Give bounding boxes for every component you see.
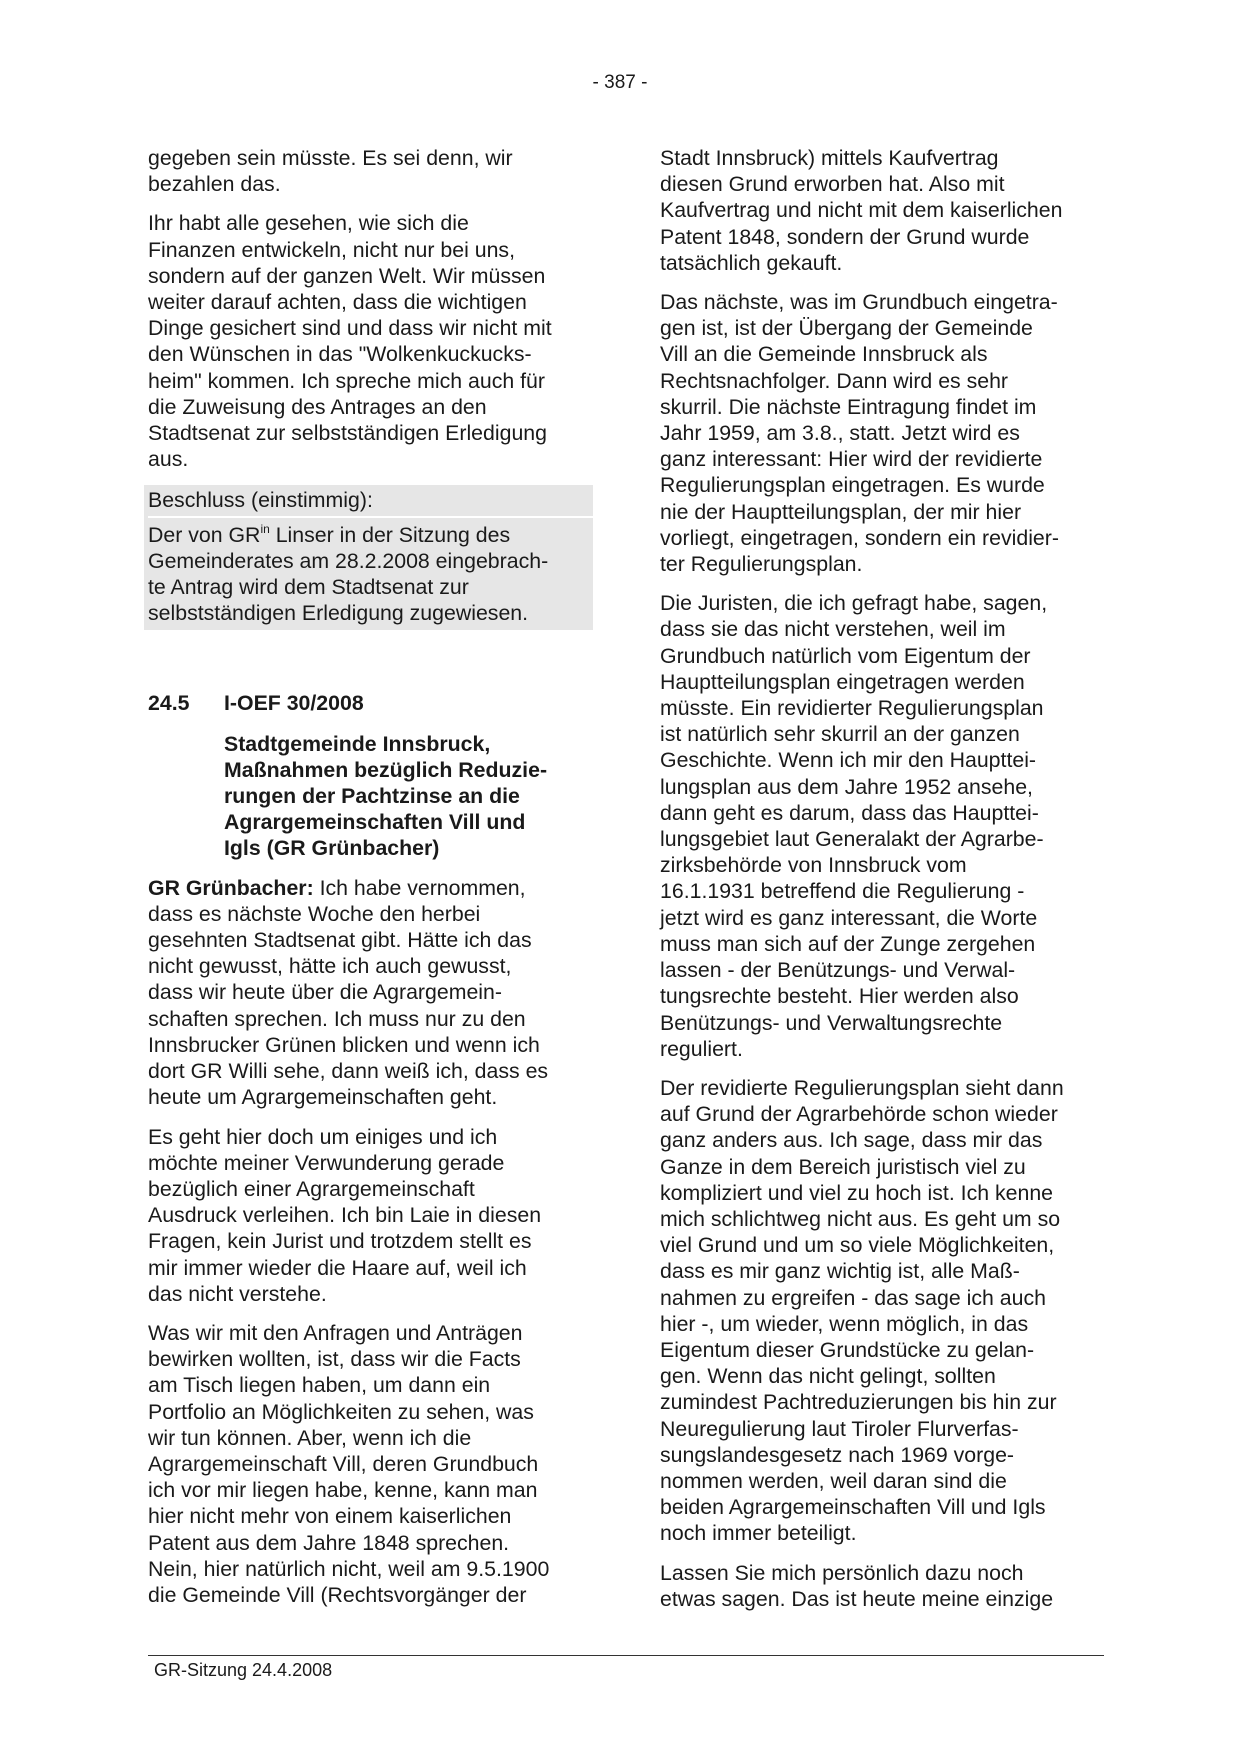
right-column (660, 145, 1105, 1625)
paragraph: Die Juristen, die ich gefragt habe, sagen, dass sie das nicht verstehen, weil im Grundbuch natürlich vom Eigentum der Hauptteilungsplan eingetragen werden müsste. Ein revidierter Regulierungsplan ist natürlich sehr skurril an der ganzen Geschichte. Wenn ich mir den Hauptteі- lungsplan aus dem Jahre 1952 ansehe, dann geht es darum, dass das Hauptteі- lungsgebiet laut Generalakt der Agrarbe- zirksbehörde von Innsbruck vom 16.1.1931 betreffend die Regulierung - jetzt wird es ganz interessant, die Worte muss man sich auf der Zunge zergehen lassen - der Benützungs- und Verwal- tungsrechte besteht. Hier werden also Benützungs- und Verwaltungsrechte reguliert. (660, 591, 1048, 1061)
agenda-item (148, 690, 593, 716)
left-column (148, 145, 593, 1621)
speaker-paragraph (148, 875, 593, 1111)
paragraph: Der revidierte Regulierungsplan sieht dann auf Grund der Agrarbehörde schon wieder ganz anders aus. Ich sage, dass mir das Ganze in dem Bereich juristisch viel zu kompliziert und viel zu hoch ist. Ich kenne mich schlichtweg nicht aus. Es geht um so viel Grund und um so viele Möglichkeiten, dass es mir ganz wichtig ist, alle Maß- nahmen zu ergreifen - das sage ich auch hier -, um wieder, wenn möglich, in das Eigentum dieser Grundstücke zu gelan- gen. Wenn das nicht gelingt, sollten zumindest Pachtreduzierungen bis hin zur Neuregulierung laut Tiroler Flurverfas- sungslandesgesetz nach 1969 vorge- nommen werden, weil daran sind die beiden Agrargemeinschaften Vill und Igls noch immer beteiligt. (660, 1075, 1064, 1546)
paragraph: Das nächste, was im Grundbuch eingetra- gen ist, ist der Übergang der Gemeinde Vill an die Gemeinde Innsbruck als Rechtsnachfolger. Dann wird es sehr skurril. Die nächste Eintragung findet im Jahr 1959, am 3.8., statt. Jetzt wird es ganz interessant: Hier wird der revidierte Regulierungsplan eingetragen. Es wurde nie der Hauptteilungsplan, der mir hier vorliegt, eingetragen, sondern ein revidier- ter Regulierungsplan. (660, 290, 1059, 577)
paragraph: Es geht hier doch um einiges und ich möchte meiner Verwunderung gerade bezüglich einer Agrargemeinschaft Ausdruck verleihen. Ich bin Laie in diesen Fragen, kein Jurist und trotzdem stellt es mir immer wieder die Haare auf, weil ich das nicht verstehe. (148, 1124, 542, 1306)
paragraph: Was wir mit den Anfragen und Anträgen bewirken wollten, ist, dass wir die Facts am Tisch liegen haben, um dann ein Portfolio an Möglichkeiten zu sehen, was wir tun können. Aber, wenn ich die Agrargemeinschaft Vill, deren Grundbuch ich vor mir liegen habe, kenne, kann man hier nicht mehr von einem kaiserlichen Patent aus dem Jahre 1848 sprechen. Nein, hier natürlich nicht, weil am 9.5.1900 die Gemeinde Vill (Rechtsvorgänger der (148, 1320, 550, 1607)
agenda-code: I-OEF 30/2008 (224, 691, 364, 716)
paragraph: Stadt Innsbruck) mittels Kaufvertrag diesen Grund erworben hat. Also mit Kaufvertrag und nicht mit dem kaiserlichen Patent 1848, sondern der Grund wurde tatsächlich gekauft. (660, 146, 1063, 275)
decision-text-rest: Linser in der Sitzung des Gemeinderates am 28.2.2008 eingebrach- te Antrag wird dem Stadtsenat zur selbstständigen Erledigung zugewiesen. (148, 522, 549, 626)
paragraph: Ihr habt alle gesehen, wie sich die Finanzen entwickeln, nicht nur bei uns, sondern auf der ganzen Welt. Wir müssen weiter darauf achten, dass die wichtigen Dinge gesichert sind und dass wir nicht mit den Wünschen in das "Wolkenkuckucks- heim" kommen. Ich spreche mich auch für die Zuweisung des Antrages an den Stadtsenat zur selbstständigen Erledigung aus. (148, 211, 552, 472)
paragraph: gegeben sein müsste. Es sei denn, wir bezahlen das. (148, 146, 513, 197)
page-number: - 387 - (592, 72, 648, 93)
footer: GR-Sitzung 24.4.2008 (154, 1660, 333, 1680)
agenda-subject: Stadtgemeinde Innsbruck, Maßnahmen bezüglich Reduzie- rungen der Pachtzinse an die Agrargemeinschaften Vill und Igls (GR Grünbacher) (224, 731, 548, 861)
decision-label: Beschluss (einstimmig): (148, 485, 593, 517)
speaker-name: GR Grünbacher: (148, 875, 314, 900)
decision-text (148, 518, 593, 631)
speaker-text: Ich habe vernommen, dass es nächste Woche den herbei gesehnten Stadtsenat gibt. Hätte ich das nicht gewusst, hätte ich auch gewusst, dass wir heute über die Agrargemein- schaften sprechen. Ich muss nur zu den Innsbrucker Grünen blicken und wenn ich dort GR Willi sehe, dann weiß ich, dass es heute um Agrargemeinschaften geht. (148, 875, 549, 1110)
footer-divider (148, 1655, 1104, 1656)
agenda-heading (148, 690, 593, 716)
paragraph: Lassen Sie mich persönlich dazu noch etwas sagen. Das ist heute meine einzige (660, 1560, 1054, 1611)
decision-superscript: in (260, 521, 270, 536)
agenda-number: 24.5 (148, 691, 190, 716)
decision-text-start: Der von GR (148, 522, 261, 547)
decision-box (144, 485, 593, 630)
